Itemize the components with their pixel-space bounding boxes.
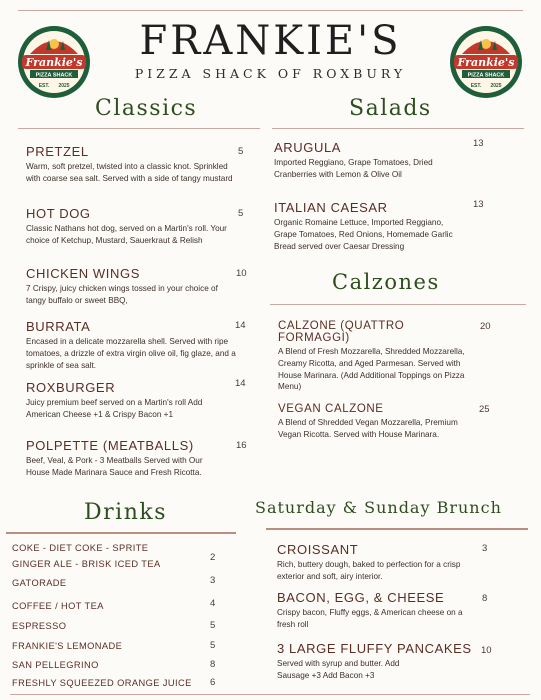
item-description: Rich, buttery dough, baked to perfection for a crisp exterior and soft, airy interior.	[277, 560, 461, 581]
section-title-salads: Salads	[349, 96, 432, 121]
menu-item-pretzel	[26, 144, 236, 185]
item-description: Beef, Veal, & Pork - 3 Meatballs Served with Our House Made Marinara Sauce and Fresh Ricotta.	[26, 456, 203, 477]
drink-price: 5	[210, 640, 216, 651]
item-price: 13	[473, 138, 484, 149]
drinks-rule	[6, 532, 236, 534]
svg-text:Frankie's: Frankie's	[457, 56, 515, 69]
item-description: Imported Reggiano, Grape Tomatoes, Dried Cranberries with Lemon & Olive Oil	[274, 158, 433, 179]
menu-item-croissant	[277, 542, 467, 583]
drink-item-sodas-line2: GINGER ALE - BRISK ICED TEA	[12, 559, 161, 569]
menu-item-burrata	[26, 319, 238, 371]
menu-item-bacon-egg-cheese	[277, 590, 467, 631]
drink-price: 4	[210, 598, 216, 609]
menu-item-pancakes	[277, 641, 477, 682]
drink-price: 8	[210, 659, 216, 670]
item-name: HOT DOG	[26, 206, 91, 221]
drink-price: 5	[210, 620, 216, 631]
drink-item-lemonade: FRANKIE'S LEMONADE	[12, 641, 123, 651]
item-name: BURRATA	[26, 319, 91, 334]
item-description: Organic Romaine Lettuce, Imported Reggiano, Grape Tomatoes, Red Onions, Homemade Garlic Bread served over Caesar Dressing	[274, 218, 453, 251]
item-name: POLPETTE (MEATBALLS)	[26, 438, 194, 453]
item-name: CROISSANT	[277, 542, 359, 557]
menu-item-arugula	[274, 140, 474, 181]
svg-text:PIZZA SHACK: PIZZA SHACK	[467, 72, 505, 79]
item-name: ITALIAN CAESAR	[274, 200, 388, 215]
item-price: 13	[473, 199, 484, 210]
svg-text:EST.: EST.	[38, 83, 50, 89]
drink-price: 2	[210, 552, 216, 563]
item-description: Classic Nathans hot dog, served on a Martin's roll. Your choice of Ketchup, Mustard, Sauerkraut & Relish	[26, 224, 227, 245]
svg-text:PIZZA SHACK: PIZZA SHACK	[35, 72, 73, 79]
drink-price: 6	[210, 677, 216, 688]
item-price: 10	[481, 645, 492, 656]
calzones-rule	[270, 304, 526, 305]
item-name: BACON, EGG, & CHEESE	[277, 590, 445, 605]
drink-item-san-pellegrino: SAN PELLEGRINO	[12, 660, 99, 670]
item-price: 5	[238, 146, 244, 157]
item-name: VEGAN CALZONE	[278, 403, 384, 415]
drink-price: 3	[210, 575, 216, 586]
item-price: 10	[236, 268, 247, 279]
drink-item-orange-juice: FRESHLY SQUEEZED ORANGE JUICE	[12, 678, 192, 688]
menu-item-hot-dog	[26, 206, 236, 247]
item-price: 20	[480, 321, 491, 332]
item-description: A Blend of Shredded Vegan Mozzarella, Premium Vegan Ricotta. Served with House Marinara.	[278, 418, 458, 439]
drink-item-gatorade: GATORADE	[12, 578, 67, 588]
item-description: Crispy bacon, Fluffy eggs, & American cheese on a fresh roll	[277, 608, 463, 629]
item-name: ROXBURGER	[26, 380, 116, 395]
restaurant-name: FRANKIE'S	[139, 18, 402, 64]
drink-item-espresso: ESPRESSO	[12, 621, 67, 631]
bottom-rule	[10, 694, 530, 695]
menu-item-vegan-calzone	[278, 403, 468, 441]
classics-rule	[18, 128, 260, 129]
drink-item-sodas-line1: COKE - DIET COKE - SPRITE	[12, 543, 149, 553]
item-name: CALZONE (QUATTRO FORMAGGI)	[278, 320, 405, 344]
menu-item-polpette	[26, 438, 226, 479]
svg-text:2025: 2025	[490, 83, 502, 89]
item-price: 14	[235, 320, 246, 331]
top-rule	[18, 10, 523, 11]
svg-text:Frankie's: Frankie's	[25, 56, 83, 69]
salads-rule	[272, 128, 524, 129]
section-title-brunch: Saturday & Sunday Brunch	[255, 498, 502, 517]
item-name: CHICKEN WINGS	[26, 266, 140, 281]
item-description: A Blend of Fresh Mozzarella, Shredded Mozzarella, Creamy Ricotta, and Aged Parmesan. Served with House Marinara. (Add Additional Toppings on Pizza Menu)	[278, 347, 465, 392]
item-price: 16	[236, 440, 247, 451]
svg-text:2025: 2025	[58, 83, 70, 89]
menu-item-chicken-wings	[26, 266, 236, 307]
restaurant-subtitle: PIZZA SHACK OF ROXBURY	[134, 66, 407, 81]
menu-item-calzone	[278, 320, 468, 393]
item-description: Encased in a delicate mozzarella shell. Served with ripe tomatoes, a drizzle of extra virgin olive oil, fig glaze, and a sprinkle of sea salt.	[26, 337, 236, 370]
brunch-rule	[266, 528, 528, 530]
item-price: 5	[238, 208, 244, 219]
section-title-classics: Classics	[95, 96, 198, 121]
menu-item-italian-caesar	[274, 200, 466, 252]
svg-text:EST.: EST.	[470, 83, 482, 89]
item-price: 25	[479, 404, 490, 415]
item-price: 3	[482, 543, 488, 554]
item-description: 7 Crispy, juicy chicken wings tossed in your choice of tangy buffalo or sweet BBQ,	[26, 284, 218, 305]
item-name: PRETZEL	[26, 144, 89, 159]
section-title-drinks: Drinks	[84, 500, 167, 525]
item-name: 3 LARGE FLUFFY PANCAKES	[277, 641, 472, 656]
item-name: ARUGULA	[274, 140, 342, 155]
item-description: Served with syrup and butter. Add Sausage +3 Add Bacon +3	[277, 659, 400, 680]
item-description: Warm, soft pretzel, twisted into a classic knot. Sprinkled with coarse sea salt. Served with a side of tangy mustard	[26, 162, 233, 183]
item-description: Juicy premium beef served on a Martin's roll Add American Cheese +1 & Crispy Bacon +1	[26, 398, 203, 419]
item-price: 14	[235, 378, 246, 389]
drink-item-coffee: COFFEE / HOT TEA	[12, 601, 104, 611]
menu-item-roxburger	[26, 380, 236, 421]
item-price: 8	[482, 593, 488, 604]
section-title-calzones: Calzones	[332, 270, 440, 294]
